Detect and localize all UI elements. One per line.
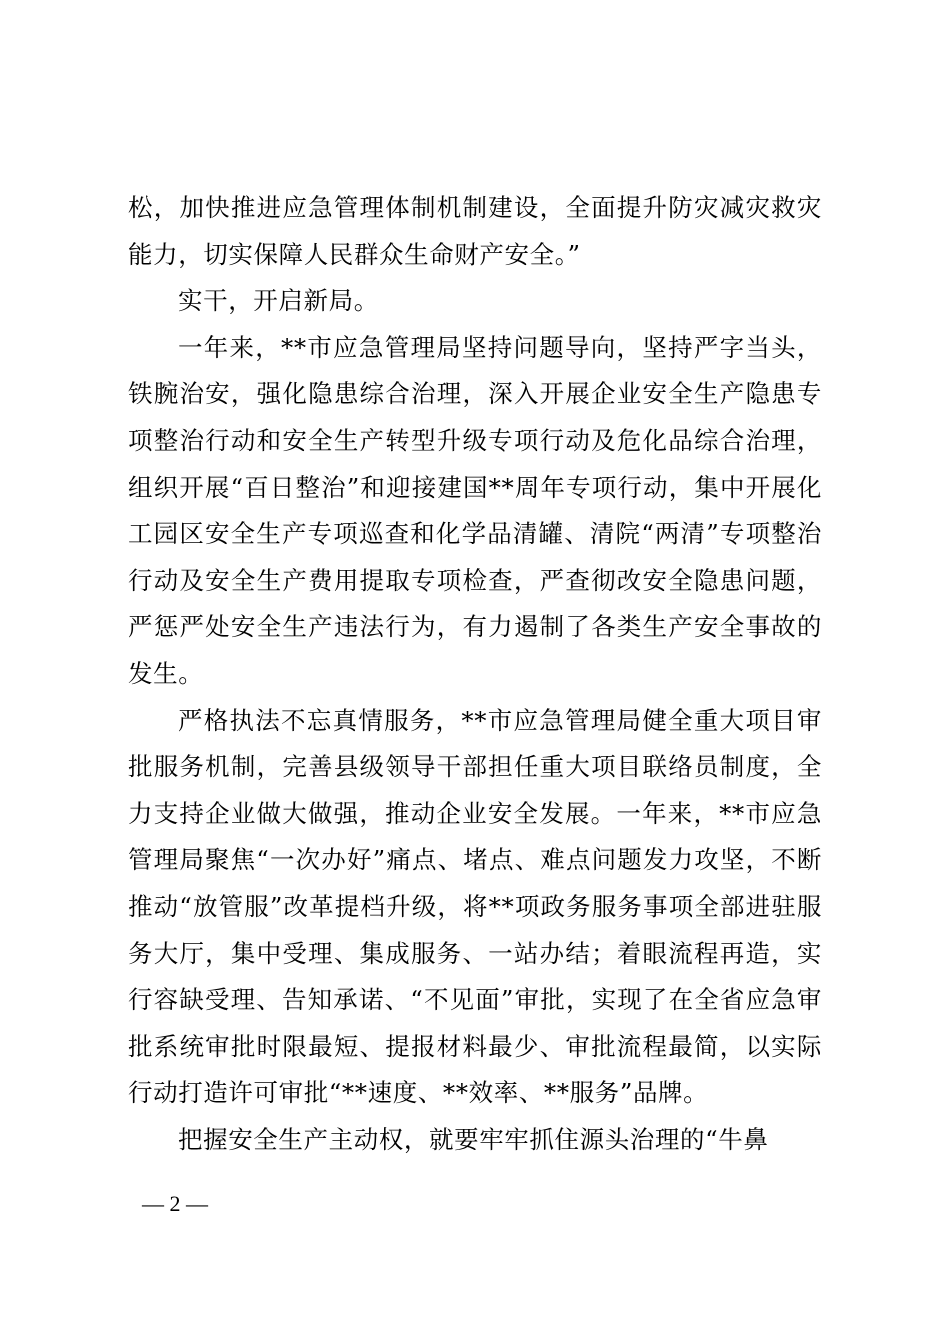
paragraph-continuation: 松，加快推进应急管理体制机制建设，全面提升防灾减灾救灾能力，切实保障人民群众生命财产安全。”	[128, 193, 822, 269]
paragraph-source-governance: 把握安全生产主动权，就要牢牢抓住源头治理的“牛鼻	[178, 1124, 769, 1154]
paragraph-service-reform: 严格执法不忘真情服务，**市应急管理局健全重大项目审批服务机制，完善县级领导干部担任重大项目联络员制度，全力支持企业做大做强，推动企业安全发展。一年来，**市应急管理局聚焦“一次办好”痛点、堵点、难点问题发力攻坚，不断推动“放管服”改革提档升级，将**项政务服务事项全部进驻服务大厅，集中受理、集成服务、一站办结；着眼流程再造，实行容缺受理、告知承诺、“不见面”审批，实现了在全省应急审批系统审批时限最短、提报材料最少、审批流程最简，以实际行动打造许可审批“**速度、**效率、**服务”品牌。	[128, 705, 822, 1108]
page-number: — 2 —	[142, 1191, 208, 1216]
document-body	[128, 185, 822, 1163]
paragraph-heading-shigan: 实干，开启新局。	[178, 286, 379, 316]
paragraph-hazard-governance: 一年来，**市应急管理局坚持问题导向，坚持严字当头，铁腕治安，强化隐患综合治理，深入开展企业安全生产隐患专项整治行动和安全生产转型升级专项行动及危化品综合治理，组织开展“百日整治”和迎接建国**周年专项行动，集中开展化工园区安全生产专项巡查和化学品清罐、清院“两清”专项整治行动及安全生产费用提取专项检查，严查彻改安全隐患问题，严惩严处安全生产违法行为，有力遏制了各类生产安全事故的发生。	[128, 332, 822, 688]
